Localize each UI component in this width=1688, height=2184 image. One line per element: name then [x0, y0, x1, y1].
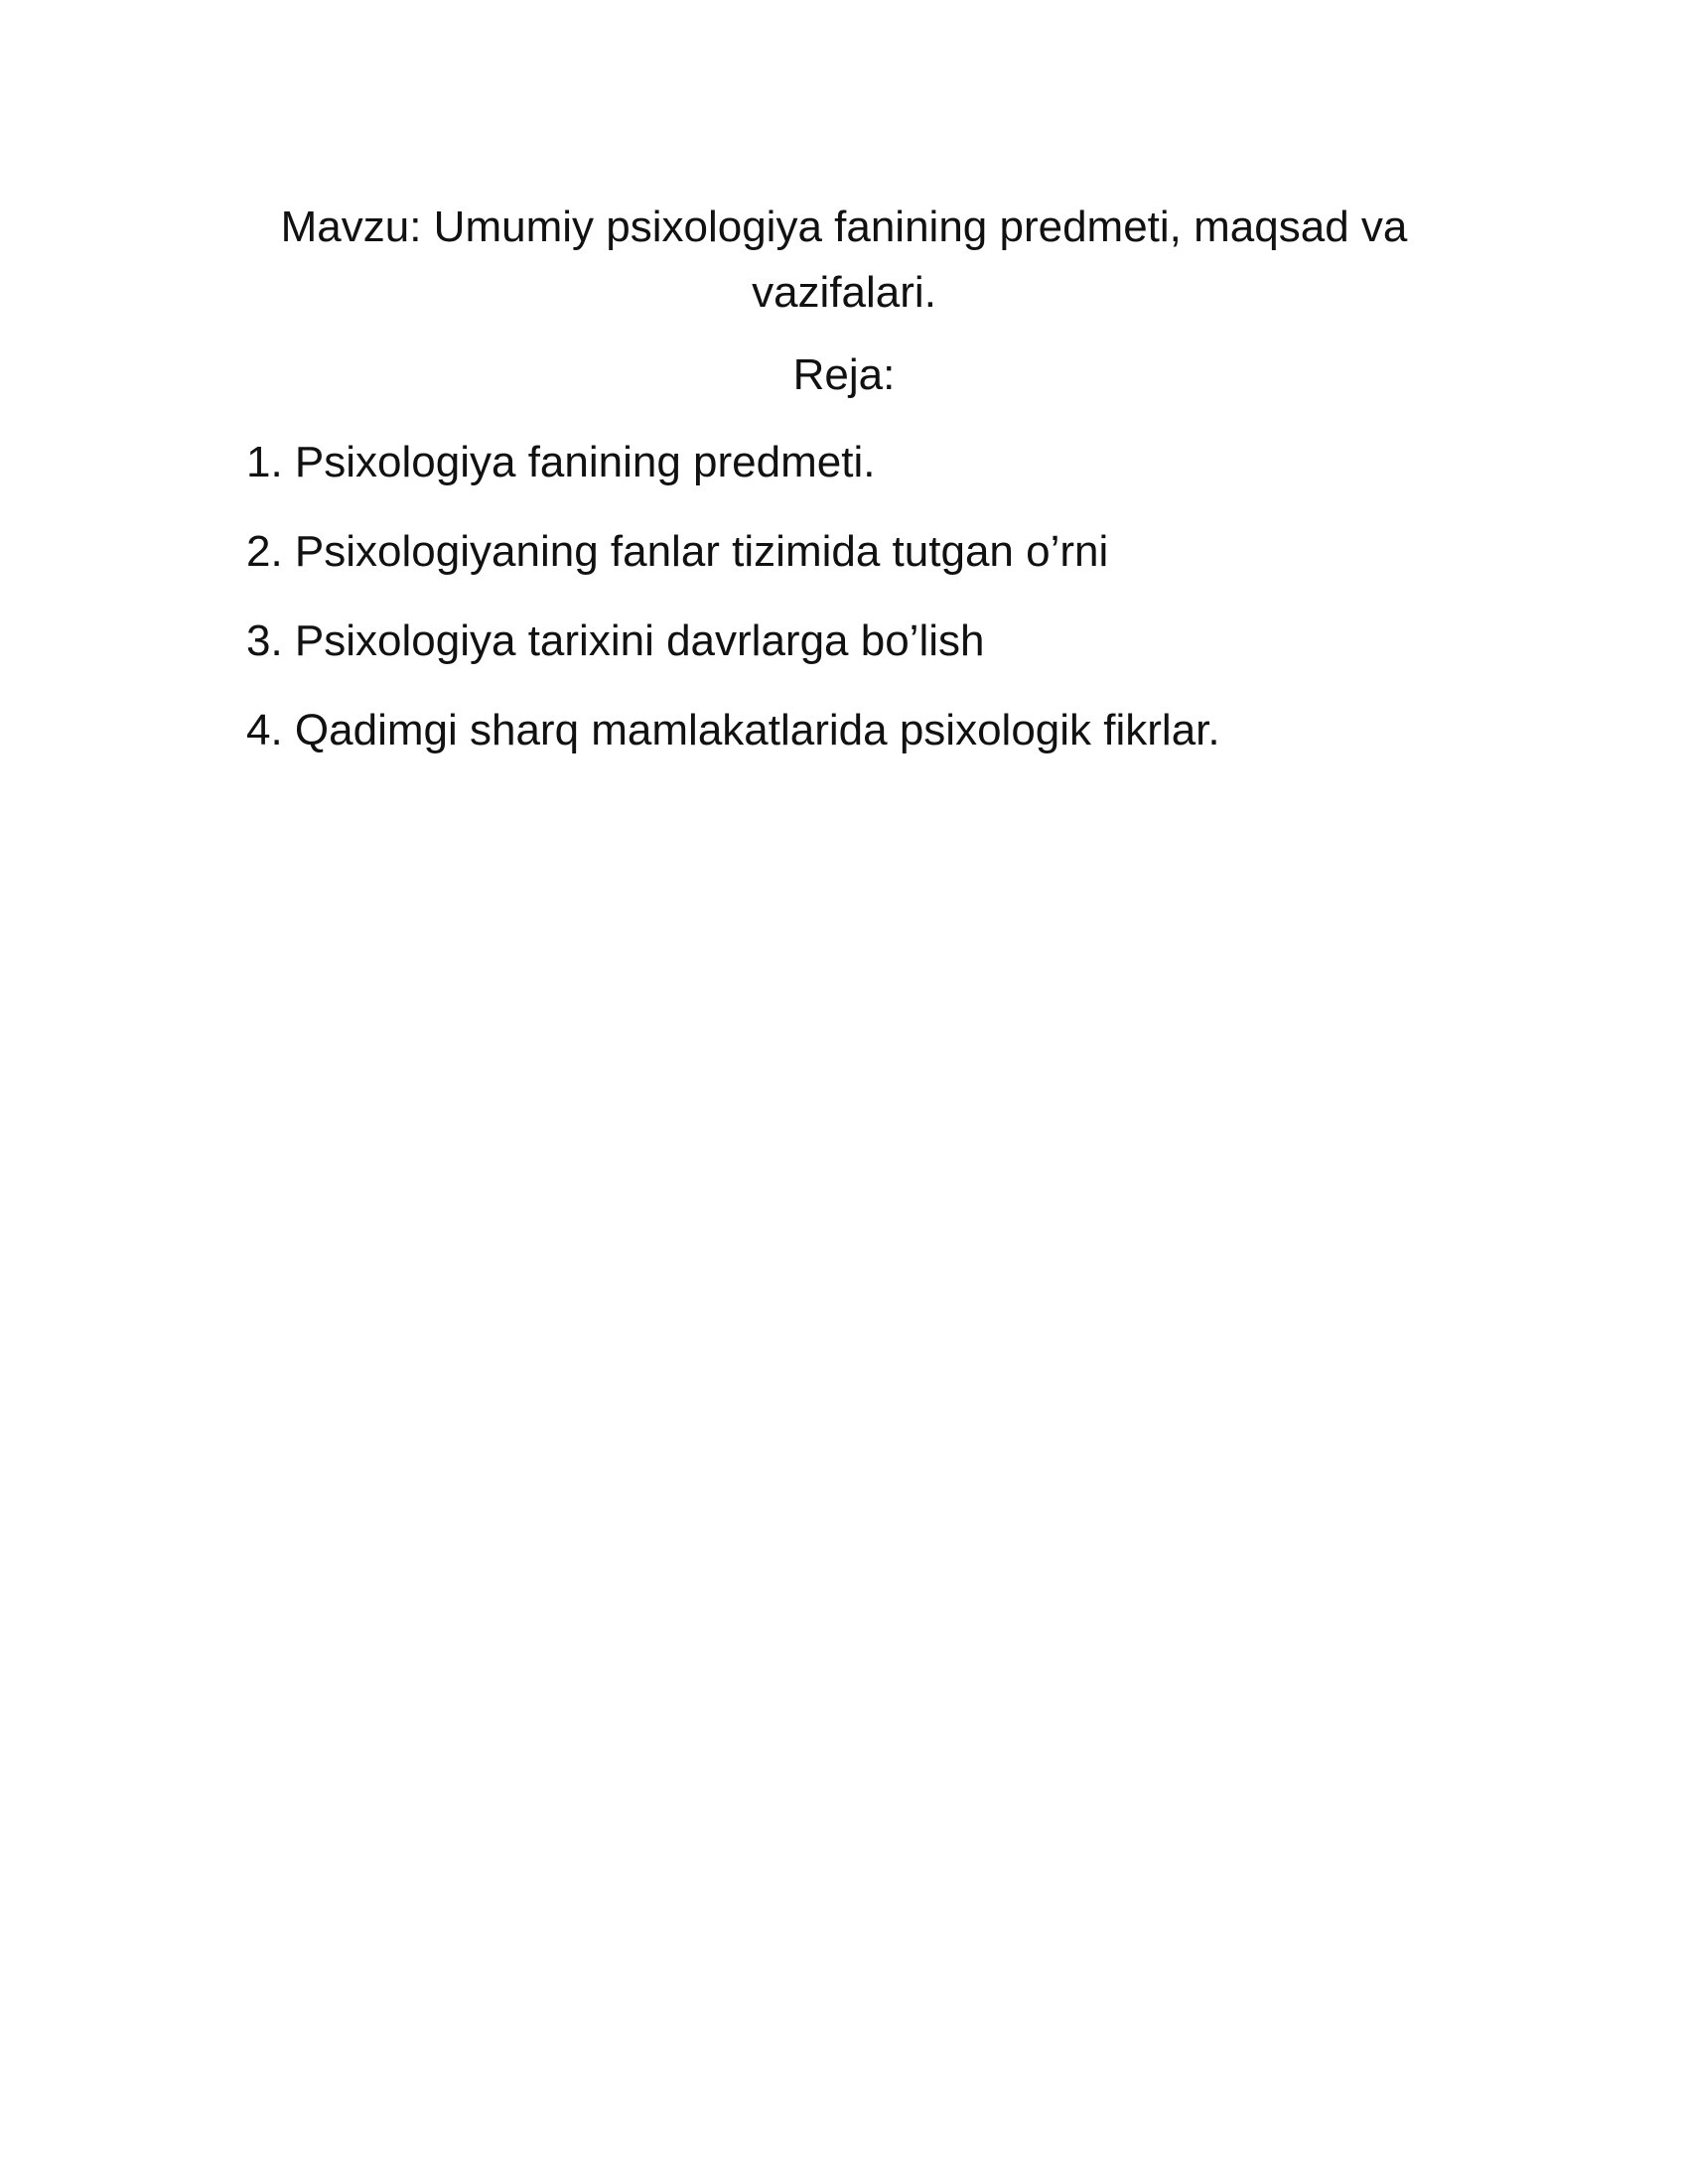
plan-item-4: 4. Qadimgi sharq mamlakatlarida psixologik fikrlar.	[246, 706, 1220, 754]
plan-item-2: 2. Psixologiyaning fanlar tizimida tutgan o’rni	[246, 527, 1109, 576]
page-title: Mavzu: Umumiy psixologiya fanining predmeti, maqsad va vazifalari.	[280, 203, 1408, 317]
plan-list	[246, 433, 1537, 790]
plan-item-1: 1. Psixologiya fanining predmeti.	[246, 438, 876, 486]
plan-heading: Reja:	[792, 350, 896, 399]
plan-item-3: 3. Psixologiya tarixini davrlarga bo’lish	[246, 616, 985, 665]
